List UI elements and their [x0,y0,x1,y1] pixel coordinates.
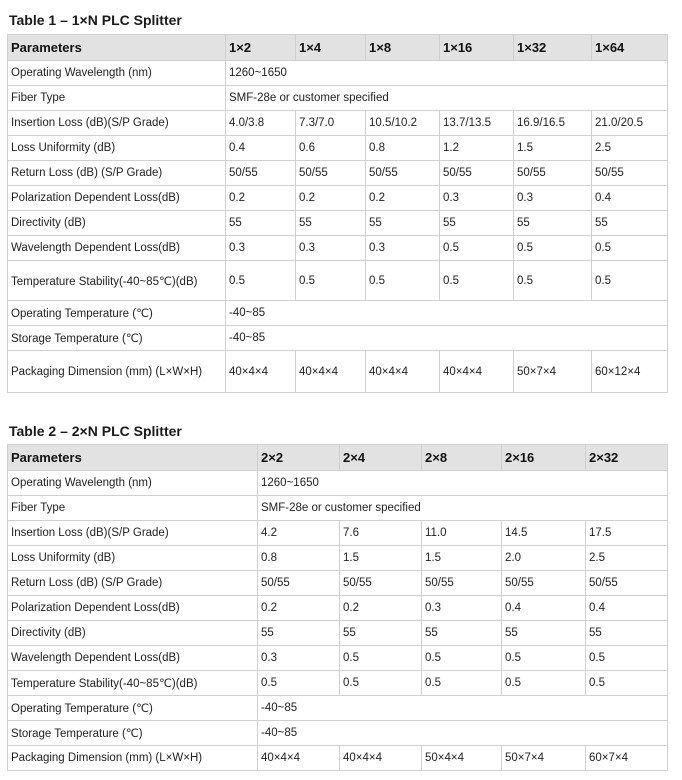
cell-value: 14.5 [502,521,586,546]
parameter-label: Temperature Stability(-40~85℃)(dB) [8,261,226,301]
table-row [8,186,668,211]
table-row [8,136,668,161]
cell-value: 0.5 [366,261,440,301]
table-header-row [8,35,668,61]
cell-value: 0.3 [440,186,514,211]
table-row [8,86,668,111]
cell-value: 50/55 [258,571,340,596]
cell-value: 0.5 [586,646,668,671]
table-row [8,596,668,621]
table-row [8,351,668,393]
cell-value: 16.9/16.5 [514,111,592,136]
cell-value: 0.5 [258,671,340,696]
parameter-label: Packaging Dimension (mm) (L×W×H) [8,746,258,771]
cell-value: 0.5 [340,646,422,671]
cell-value: 50/55 [440,161,514,186]
table-row [8,521,668,546]
cell-value: 0.5 [592,261,668,301]
cell-value: 0.2 [258,596,340,621]
cell-value: 0.2 [226,186,296,211]
table1-title: Table 1 – 1×N PLC Splitter [9,12,182,28]
table-row [8,301,668,326]
table-row [8,111,668,136]
table-row [8,261,668,301]
cell-value: 0.5 [440,236,514,261]
cell-value: 50/55 [592,161,668,186]
cell-value: 0.5 [422,671,502,696]
parameter-label: Wavelength Dependent Loss(dB) [8,236,226,261]
table-row [8,61,668,86]
table-row [8,646,668,671]
cell-value: 55 [440,211,514,236]
cell-value: 0.6 [296,136,366,161]
parameter-label: Insertion Loss (dB)(S/P Grade) [8,521,258,546]
cell-value: 11.0 [422,521,502,546]
cell-value: 1.2 [440,136,514,161]
cell-value: 13.7/13.5 [440,111,514,136]
table-row [8,621,668,646]
spanned-value: 1260~1650 [226,61,668,86]
parameter-label: Fiber Type [8,496,258,521]
cell-value: 50×7×4 [502,746,586,771]
parameter-label: Directivity (dB) [8,621,258,646]
cell-value: 1.5 [340,546,422,571]
parameter-label: Return Loss (dB) (S/P Grade) [8,161,226,186]
parameter-label: Directivity (dB) [8,211,226,236]
table-row [8,746,668,771]
cell-value: 17.5 [586,521,668,546]
header-parameters: Parameters [8,35,226,61]
cell-value: 50/55 [514,161,592,186]
cell-value: 40×4×4 [340,746,422,771]
header-port-config: 2×2 [258,445,340,471]
cell-value: 1.5 [514,136,592,161]
cell-value: 0.5 [586,671,668,696]
cell-value: 0.2 [340,596,422,621]
parameter-label: Packaging Dimension (mm) (L×W×H) [8,351,226,393]
cell-value: 50/55 [366,161,440,186]
cell-value: 4.0/3.8 [226,111,296,136]
cell-value: 0.5 [422,646,502,671]
spanned-value: SMF-28e or customer specified [226,86,668,111]
cell-value: 2.5 [586,546,668,571]
cell-value: 40×4×4 [366,351,440,393]
cell-value: 40×4×4 [440,351,514,393]
cell-value: 0.4 [226,136,296,161]
cell-value: 2.5 [592,136,668,161]
spanned-value: -40~85 [258,721,668,746]
parameter-label: Operating Temperature (℃) [8,696,258,721]
table1-1xN-plc-splitter [7,34,668,393]
parameter-label: Loss Uniformity (dB) [8,546,258,571]
header-parameters: Parameters [8,445,258,471]
table-row [8,236,668,261]
cell-value: 40×4×4 [296,351,366,393]
parameter-label: Polarization Dependent Loss(dB) [8,596,258,621]
spanned-value: -40~85 [258,696,668,721]
cell-value: 0.3 [422,596,502,621]
cell-value: 40×4×4 [258,746,340,771]
parameter-label: Operating Temperature (℃) [8,301,226,326]
cell-value: 4.2 [258,521,340,546]
spanned-value: -40~85 [226,326,668,351]
cell-value: 0.5 [514,236,592,261]
table2-title: Table 2 – 2×N PLC Splitter [9,423,182,439]
spanned-value: 1260~1650 [258,471,668,496]
cell-value: 0.8 [366,136,440,161]
table-row [8,211,668,236]
cell-value: 0.3 [226,236,296,261]
cell-value: 0.8 [258,546,340,571]
parameter-label: Loss Uniformity (dB) [8,136,226,161]
cell-value: 0.2 [366,186,440,211]
cell-value: 50×7×4 [514,351,592,393]
table-header-row [8,445,668,471]
spanned-value: -40~85 [226,301,668,326]
header-port-config: 1×2 [226,35,296,61]
cell-value: 0.5 [502,671,586,696]
table-row [8,696,668,721]
header-port-config: 1×8 [366,35,440,61]
header-port-config: 1×4 [296,35,366,61]
parameter-label: Polarization Dependent Loss(dB) [8,186,226,211]
table-row [8,671,668,696]
table-row [8,471,668,496]
cell-value: 7.3/7.0 [296,111,366,136]
cell-value: 0.5 [502,646,586,671]
cell-value: 55 [296,211,366,236]
cell-value: 0.3 [258,646,340,671]
cell-value: 50/55 [226,161,296,186]
cell-value: 55 [366,211,440,236]
cell-value: 55 [586,621,668,646]
table-row [8,326,668,351]
cell-value: 60×7×4 [586,746,668,771]
cell-value: 55 [502,621,586,646]
cell-value: 60×12×4 [592,351,668,393]
table2-2xN-plc-splitter [7,444,668,771]
cell-value: 55 [422,621,502,646]
header-port-config: 2×16 [502,445,586,471]
parameter-label: Insertion Loss (dB)(S/P Grade) [8,111,226,136]
cell-value: 0.3 [514,186,592,211]
header-port-config: 2×4 [340,445,422,471]
header-port-config: 1×16 [440,35,514,61]
cell-value: 1.5 [422,546,502,571]
cell-value: 0.2 [296,186,366,211]
cell-value: 55 [340,621,422,646]
cell-value: 10.5/10.2 [366,111,440,136]
cell-value: 21.0/20.5 [592,111,668,136]
header-port-config: 2×32 [586,445,668,471]
cell-value: 7.6 [340,521,422,546]
header-port-config: 1×64 [592,35,668,61]
parameter-label: Operating Wavelength (nm) [8,61,226,86]
cell-value: 0.4 [592,186,668,211]
cell-value: 50/55 [296,161,366,186]
cell-value: 55 [258,621,340,646]
cell-value: 50/55 [502,571,586,596]
cell-value: 50×4×4 [422,746,502,771]
header-port-config: 2×8 [422,445,502,471]
cell-value: 0.5 [592,236,668,261]
parameter-label: Fiber Type [8,86,226,111]
cell-value: 2.0 [502,546,586,571]
table-row [8,571,668,596]
cell-value: 0.3 [296,236,366,261]
parameter-label: Return Loss (dB) (S/P Grade) [8,571,258,596]
cell-value: 0.4 [502,596,586,621]
cell-value: 55 [514,211,592,236]
cell-value: 50/55 [422,571,502,596]
parameter-label: Temperature Stability(-40~85℃)(dB) [8,671,258,696]
parameter-label: Operating Wavelength (nm) [8,471,258,496]
cell-value: 50/55 [340,571,422,596]
table-row [8,721,668,746]
cell-value: 40×4×4 [226,351,296,393]
cell-value: 0.3 [366,236,440,261]
parameter-label: Wavelength Dependent Loss(dB) [8,646,258,671]
table-row [8,496,668,521]
parameter-label: Storage Temperature (℃) [8,721,258,746]
parameter-label: Storage Temperature (℃) [8,326,226,351]
cell-value: 0.5 [226,261,296,301]
cell-value: 0.5 [340,671,422,696]
cell-value: 0.5 [514,261,592,301]
cell-value: 0.5 [440,261,514,301]
table-row [8,161,668,186]
cell-value: 55 [592,211,668,236]
cell-value: 0.4 [586,596,668,621]
cell-value: 50/55 [586,571,668,596]
cell-value: 0.5 [296,261,366,301]
spanned-value: SMF-28e or customer specified [258,496,668,521]
cell-value: 55 [226,211,296,236]
table-row [8,546,668,571]
header-port-config: 1×32 [514,35,592,61]
